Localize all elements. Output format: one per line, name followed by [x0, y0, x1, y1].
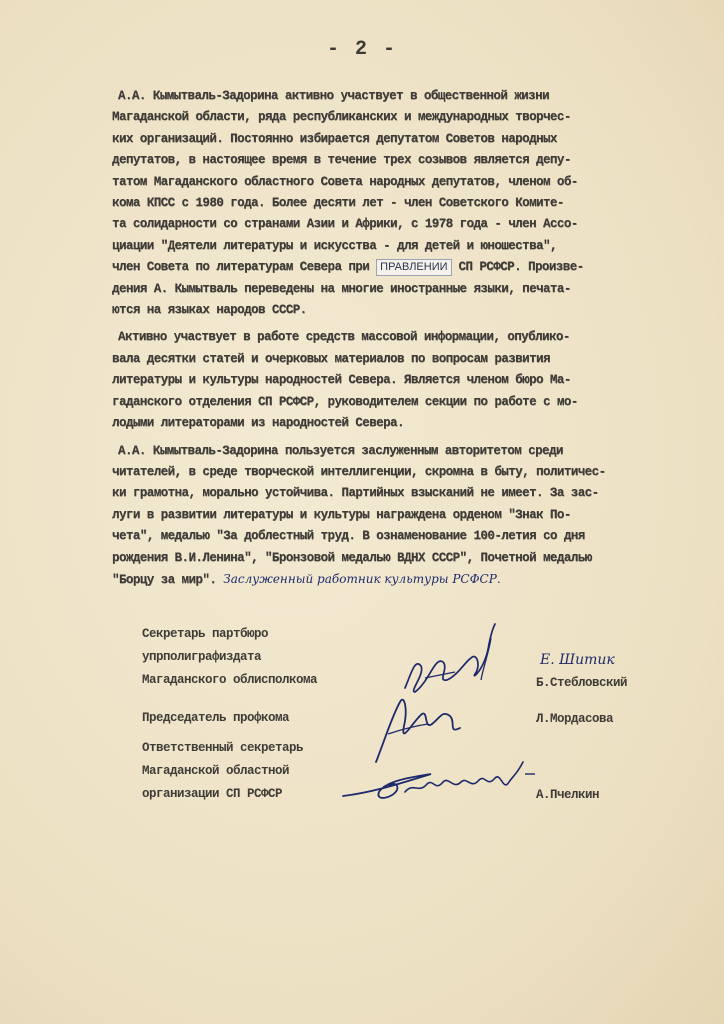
signatory-name: А.Пчелкин	[536, 788, 600, 802]
text-segment: член Совета по литературам Севера при	[112, 260, 377, 275]
text-line: та солидарности со странами Азии и Африки, с 1978 года - член Ассо-	[112, 217, 578, 232]
text-segment: СП РСФСР. Произве-	[451, 260, 584, 275]
text-line: Активно участвует в работе средств массовой информации, опублико-	[118, 330, 570, 345]
text-line: чета", медалью "За доблестный труд. В ознаменование 100-летия со дня	[112, 529, 585, 544]
text-line: ки грамотна, морально устойчива. Партийных взысканий не имеет. За зас-	[112, 486, 599, 501]
signatory-title: Секретарь партбюро	[142, 627, 269, 641]
text-line: гаданского отделения СП РСФСР, руководителем секции по работе с мо-	[112, 394, 578, 409]
signatory-title: Магаданского облисполкома	[142, 673, 318, 687]
text-line: татом Магаданского областного Совета народных депутатов, членом об-	[112, 174, 578, 189]
text-line: рождения В.И.Ленина", "Бронзовой медалью ВДНХ СССР", Почетной медалью	[112, 550, 592, 565]
text-line-with-handwriting	[112, 569, 692, 591]
signatory-title: Председатель профкома	[142, 711, 290, 725]
text-line: А.А. Кымытваль-Задорина активно участвует в общественной жизни	[118, 89, 549, 103]
signatory-title: упрполиграфиздата	[142, 650, 262, 664]
text-line: Магаданской области, ряда республиканских и международных творчес-	[112, 110, 571, 125]
text-line: циации "Деятели литературы и искусства - для детей и юношества",	[112, 238, 557, 253]
text-line: литературы и культуры народностей Севера. Является членом бюро Ма-	[112, 373, 571, 388]
text-line-with-stamp	[112, 257, 692, 278]
signatory-title: Ответственный секретарь	[142, 741, 304, 755]
text-segment: "Борцу за мир".	[112, 572, 224, 587]
text-line: А.А. Кымытваль-Задорина пользуется заслуженным авторитетом среди	[118, 443, 563, 458]
handwritten-addition: Заслуженный работник культуры РСФСР.	[223, 571, 501, 586]
signatory-name: Б.Стебловский	[536, 676, 628, 690]
text-line: луги в развитии литературы и культуры награждена орденом "Знак По-	[112, 507, 571, 522]
text-line: вала десятки статей и очерковых материалов по вопросам развития	[112, 351, 550, 366]
signatory-title: Магаданской областной	[142, 764, 290, 778]
text-line: депутатов, в настоящее время в течение трех созывов является депу-	[112, 153, 571, 168]
text-line: ются на языках народов СССР.	[112, 303, 307, 318]
signatory-title: организации СП РСФСР	[142, 787, 283, 801]
text-line: дения А. Кымытваль переведены на многие иностранные языки, печата-	[112, 281, 571, 296]
text-line: лодыми литераторами из народностей Севера.	[112, 416, 404, 431]
page-number: - 2 -	[326, 38, 397, 61]
letter-body	[112, 86, 692, 591]
text-line: ких организаций. Постоянно избирается депутатом Советов народных	[112, 131, 557, 146]
signatory-name: Л.Мордасова	[536, 712, 614, 726]
handwritten-name: Е. Шитик	[540, 652, 615, 668]
text-line: кома КПСС с 1980 года. Более десяти лет - член Советского Комите-	[112, 196, 564, 211]
text-line: читателей, в среде творческой интеллигенции, скромна в быту, политичес-	[112, 464, 606, 479]
pravlenii-stamp: ПРАВЛЕНИИ	[376, 259, 451, 276]
signature-3	[335, 752, 545, 812]
